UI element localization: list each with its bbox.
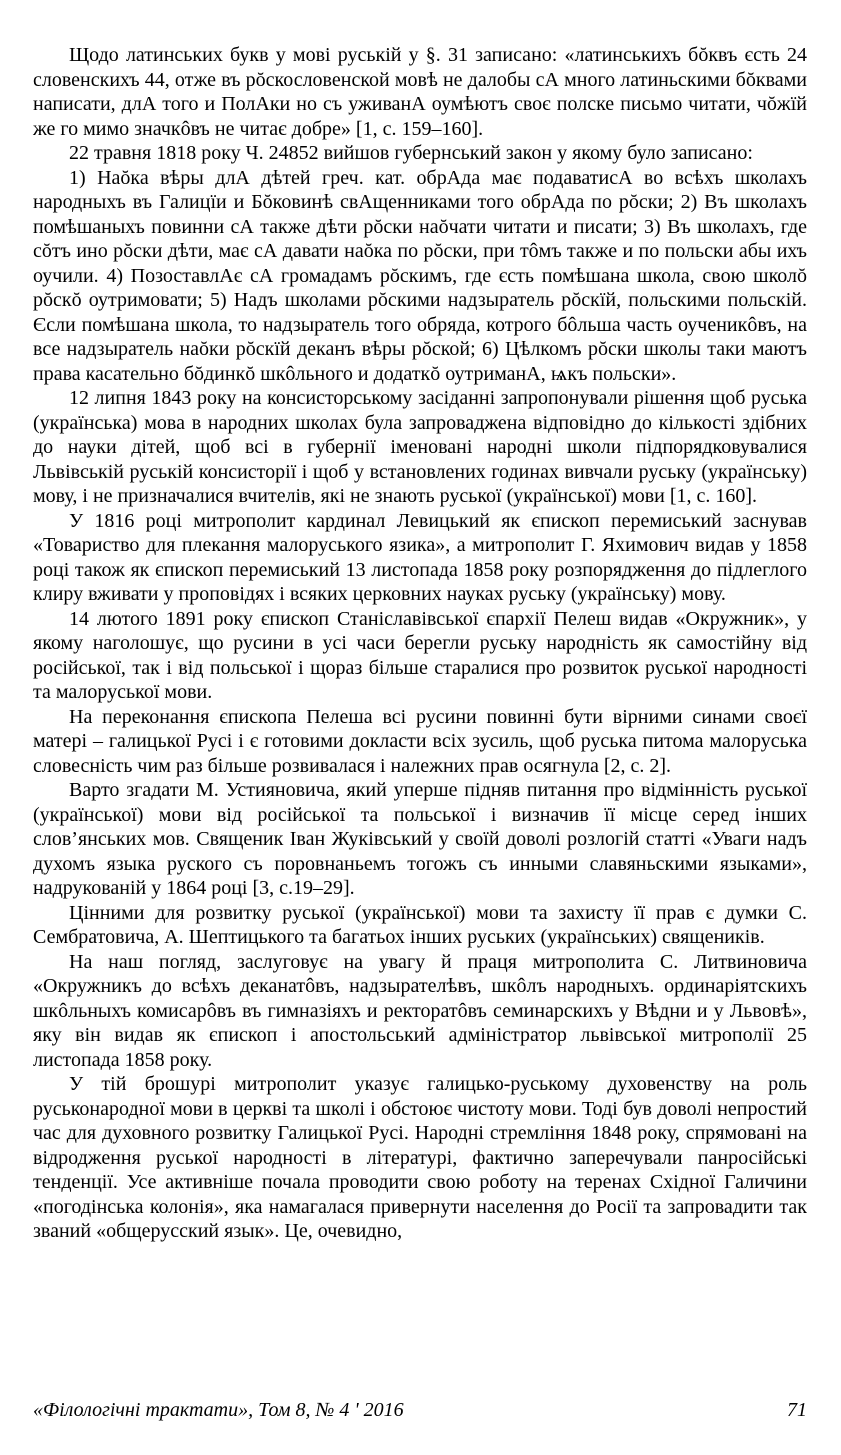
paragraph-ustyianovych: Варто згадати М. Устияновича, який уперше підняв питання про відмінність руської (української) мови від російської та польської і визначив її місце серед інших слов’янських мов. Священик Іван Жуківський у своїй доволі розлогій статті «Уваги надъ духомъ языка руского съ поровнаньемъ тогожъ съ инными славяньскими языками», надрукованій у 1864 році [3, с.19–29]. bbox=[33, 779, 807, 899]
paragraph-brochure: У тій брошурі митрополит указує галицько-руському духовенству на роль руськонародної мови в церкві та школі і обстоює чистоту мови. Тоді був доволі непростий час для духовного розвитку Галицької Русі. Народні стремління 1848 року, спрямовані на відродження руської народності в літературі, фактично заперечували панросійські тенденції. Усе активніше почала проводити свою роботу на теренах Східної Галичини «погодінська колонія», яка намагалася привернути населення до Росії та запровадити так званий «общерусский язык». Це, очевидно, bbox=[33, 1073, 807, 1242]
article-body bbox=[33, 43, 807, 1244]
page-footer bbox=[33, 1398, 807, 1422]
page-number: 71 bbox=[787, 1399, 807, 1421]
paragraph-law-intro: 22 травня 1818 року Ч. 24852 вийшов губернський закон у якому було записано: bbox=[69, 142, 753, 164]
paragraph-latin-letters: Щодо латинських букв у мові руській у §. 31 записано: «латинськихъ бŏквъ єсть 24 словенскихъ 44, отже въ рŏскословенской мовѣ не далобы сА много латиньскими бŏквами написати, длА того и ПолАки но съ уживанА оумѣютъ своє полске письмо читати, чŏжїй же го мимо значкôвъ не читає добре» [1, с. 159–160]. bbox=[33, 44, 807, 140]
paragraph-okruzhnyk-1891: 14 лютого 1891 року єпископ Станіславівської єпархії Пелеш видав «Окружник», у якому наголошує, що русини в усі часи берегли руську народність як самостійну від російської, так і від польської і щораз більше старалися про розвиток руської народності та малоруської мови. bbox=[33, 607, 807, 703]
paragraph-metropolitan-1816: У 1816 році митрополит кардинал Левицький як єпископ перемиський заснував «Товариство для плекання малоруського язика», а митрополит Г. Яхимович видав у 1858 році також як єпископ перемиський 13 листопада 1858 року розпорядження до підлеглого клиру вживати у проповідях і всяких церковних науках руську (українську) мову. bbox=[33, 509, 807, 605]
paragraph-sembratovych: Цінними для розвитку руської (української) мови та захисту її прав є думки С. Сембратовича, А. Шептицького та багатьох інших руських (українських) священиків. bbox=[33, 901, 807, 948]
journal-reference: «Філологічні трактати», Том 8, № 4 ' 2016 bbox=[33, 1399, 404, 1421]
paragraph-law-points: 1) Наŏка вѣры длА дѣтей греч. кат. обрАда має подаватисА во всѣхъ школахъ народныхъ въ Галицїи и Бŏковинѣ свАщенниками того обрАда по рŏски; 2) Въ школахъ помѣшаныхъ повинни сА также дѣти рŏски наŏчати читати и писати; 3) Въ школахъ, где сŏтъ ино рŏски дѣти, має сА давати наŏка по рŏски, при тôмъ также и по польски абы ихъ оучили. 4) ПозоставлАє сА громадамъ рŏскимъ, где єсть помѣшана школа, свою школŏ рŏскŏ оутримовати; 5) Надъ школами рŏскими надзыратель рŏскїй, польскими польскій. Єсли помѣшана школа, то надзыратель того обряда, котрого бôльша часть оученикôвъ, на все надзыратель наŏки рŏскїй деканъ вѣры рŏской; 6) Цѣлкомъ рŏски школы таки маютъ права касательно бŏдинкŏ шкôльного и додаткŏ оутриманА, ѩкъ польски». bbox=[33, 166, 807, 385]
paragraph-pelesh-conviction: На переконання єпископа Пелеша всі русини повинні бути вірними синами своєї матері – галицької Русі і є готовими докласти всіх зусиль, щоб руська питома малоруська словесність чим раз більше розвивалася і належних прав осягнула [2, с. 2]. bbox=[33, 705, 807, 777]
paragraph-consistory-1843: 12 липня 1843 року на консисторському засіданні запропонували рішення щоб руська (українська) мова в народних школах була запроваджена відповідно до кількості здібних до науки дітей, щоб всі в губернії іменовані народні школи підпорядковувалися Львівській руській консисторії і щоб у встановлених годинах вивчали руську (українську) мову, і не призначалися вчителів, які не знають руської (української) мови [1, с. 160]. bbox=[33, 387, 807, 507]
paragraph-lytvynovych: На наш погляд, заслуговує на увагу й праця митрополита С. Литвиновича «Окружникъ до всѣхъ деканатôвъ, надзырателѣвъ, шкôлъ народныхъ. ординаріятскихъ шкôльныхъ комисарôвъ въ гимназіяхъ и ректоратôвъ семинарскихъ у Вѣдни и у Львовѣ», яку він видав як єпископ і апостольський адміністратор львівської митрополії 25 листопада 1858 року. bbox=[33, 950, 807, 1071]
